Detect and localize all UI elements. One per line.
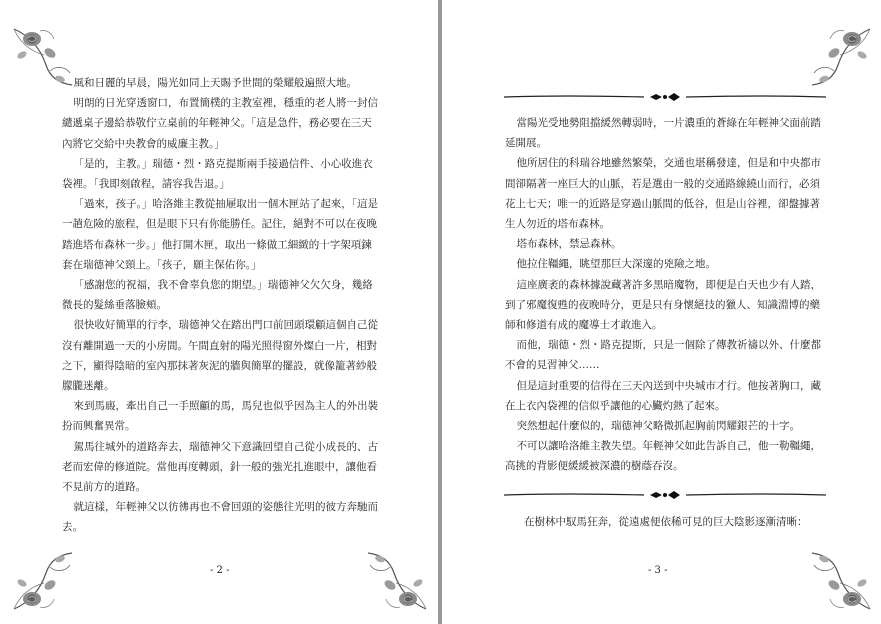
paragraph: 「感謝您的祝福，我不會辜負您的期望。」瑞德神父欠欠身，幾絡微長的髮絲垂落臉頰。 [62, 279, 373, 312]
rose-corner-ornament-bottom-right [804, 548, 874, 613]
left-page-body [62, 73, 382, 538]
page-left [0, 0, 438, 624]
section-divider-ornament [504, 92, 826, 102]
paragraph: 他所居住的科瑞谷地雖然繁榮，交通也堪稱發達，但是和中央都市間卻隔著一座巨大的山脈，若是選由一般的交通路線繞山而行，必須花上七天；唯一的近路是穿過山脈間的低谷，但是山谷裡，卻盤據著生人勿近的塔布森林。 [505, 157, 822, 231]
paragraph: 明朗的日光穿透窗口，布置簡樸的主教室裡，穩重的老人將一封信繾遞桌子邊給恭敬佇立桌前的年輕神父。「這是急件，務必要在三天內將它交給中央教會的威廉主教。」 [62, 97, 379, 150]
paragraph: 風和日麗的早晨，陽光如同上天賜予世間的榮耀般遍照大地。 [73, 77, 358, 89]
paragraph: 當陽光受地勢阻擋緩然轉弱時，一片濃重的蒼綠在年輕神父面前踏延開展。 [505, 117, 822, 150]
paragraph: 不可以讓哈洛維主教失望。年輕神父如此告訴自己，他一勒韁繩，高挑的背影便緩緩被深濃的樹蔭吞沒。 [505, 440, 822, 473]
paragraph: 而他，瑞德・烈・路克提斯，只是一個除了傳教祈禱以外、什麼都不會的見習神父…… [505, 339, 822, 372]
paragraph: 「過來，孩子。」哈洛維主教從抽屜取出一個木匣站了起來，「這是一趟危險的旅程，但是眼下只有你能勝任。記住，絕對不可以在夜晚踏進塔布森林一步。」他打開木匣，取出一條做工細緻的十字架項鍊套在瑞德神父頸上。「孩子，願主保佑你。」 [62, 198, 379, 271]
section-divider-ornament [504, 490, 826, 500]
page-right [442, 0, 881, 624]
paragraph: 塔布森林，禁忌森林。 [516, 238, 622, 251]
page-number: - 3 - [648, 565, 668, 576]
paragraph: 就這樣，年輕神父以彷彿再也不會回頭的姿態往光明的彼方奔馳而去。 [62, 501, 379, 534]
paragraph: 但是這封重要的信得在三天內送到中央城市才行。他按著胸口，藏在上衣內袋裡的信似乎讓他的心臟灼熱了起來。 [505, 379, 822, 412]
rose-corner-ornament-bottom-left [10, 548, 80, 613]
paragraph: 突然想起什麼似的，瑞德神父略微抓起胸前閃耀銀芒的十字。 [516, 420, 801, 433]
rose-corner-ornament-top-right [804, 25, 874, 90]
paragraph: 這座廣袤的森林據說藏著許多黑暗魔物，即便是白天也少有人踏，到了邪魔復甦的夜晚時分，更是只有身懷絕技的獵人、知識淵博的藥師和修道有成的魔導士才敢進入。 [505, 278, 822, 332]
page-number: - 2 - [210, 565, 230, 576]
paragraph: 很快收好簡單的行李，瑞德神父在踏出門口前回頭環顧這個自己從沒有離開過一天的小房間。午間直射的陽光照得窗外燦白一片，相對之下，顯得陰暗的室內那抹著灰泥的牆與簡單的擺設，就像籠著紗般朦朧迷離。 [62, 319, 379, 393]
paragraph: 駕馬往城外的道路奔去，瑞德神父下意識回望自己從小成長的、古老而宏偉的修道院。當他再度轉頭，針一般的強光扎進眼中，讓他看不見前方的道路。 [62, 440, 379, 494]
paragraph: 來到馬廄，牽出自己一手照顧的馬，馬兒也似乎因為主人的外出裝扮而興奮異常。 [62, 400, 379, 433]
rose-corner-ornament-bottom-right [360, 548, 430, 613]
right-page-body [505, 113, 827, 477]
paragraph: 在樹林中馭馬狂奔，從遠處便依稀可見的巨大陰影逐漸清晰： [524, 516, 808, 528]
paragraph: 他拉住韁繩，眺望那巨大深邃的兇險之地。 [516, 258, 717, 271]
paragraph: 「是的，主教。」瑞德・烈・路克提斯兩手接過信件、小心收進衣袋裡。「我即刻啟程，請容我告退。」 [62, 157, 373, 191]
